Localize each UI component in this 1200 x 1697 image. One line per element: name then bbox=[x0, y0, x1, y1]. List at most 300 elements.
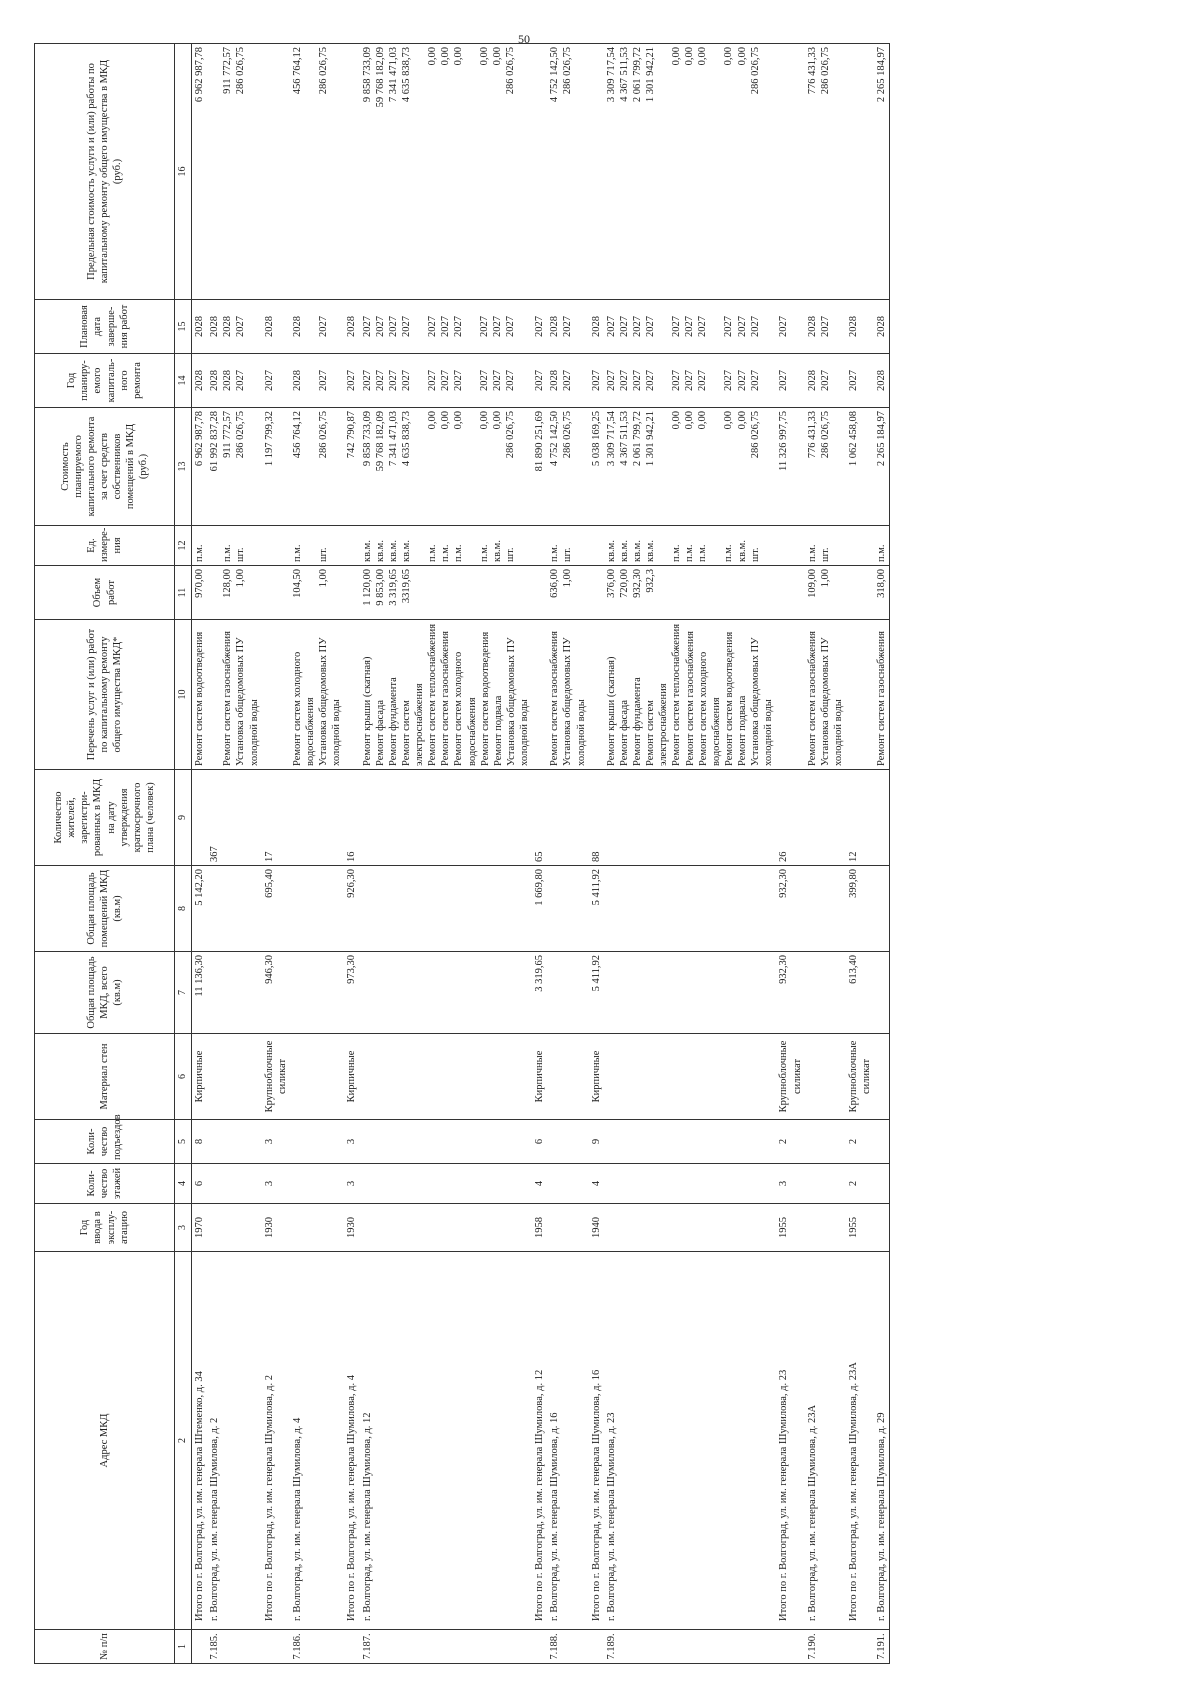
cell-floors bbox=[360, 1164, 533, 1204]
cell-line: Ремонт систем водоотведения bbox=[723, 631, 735, 766]
cell-line: 1 062 458,08 bbox=[848, 411, 859, 467]
cell-line: 0,00 bbox=[492, 47, 504, 66]
cell-vol bbox=[532, 566, 547, 620]
cell-line: 286 026,75 bbox=[505, 47, 517, 95]
cell-line: 286 026,75 bbox=[819, 47, 831, 95]
cell-people: 17 bbox=[262, 770, 290, 866]
cell-num bbox=[589, 1630, 604, 1664]
cell-line: 11 326 997,75 bbox=[778, 411, 790, 471]
cell-ydone bbox=[290, 300, 345, 354]
cell-walls: Кирпичные bbox=[344, 1034, 359, 1120]
cell-people: 367 bbox=[207, 770, 262, 866]
cell-ydone bbox=[262, 300, 290, 354]
cell-line: п.м. bbox=[440, 544, 451, 562]
cell-line: 2027 bbox=[632, 370, 643, 391]
cell-num: 7.190. bbox=[805, 1630, 846, 1664]
cell-people bbox=[360, 770, 533, 866]
cell-vol bbox=[262, 566, 290, 620]
cell-line: п.м. bbox=[684, 544, 696, 562]
cell-ydone bbox=[532, 300, 547, 354]
cell-unit bbox=[290, 526, 345, 566]
cell-line: 2027 bbox=[684, 370, 696, 391]
cell-area bbox=[207, 952, 262, 1034]
cell-unit bbox=[207, 526, 262, 566]
cell-area: 932,30 bbox=[776, 952, 804, 1034]
cell-line: 2028 bbox=[194, 316, 205, 337]
cell-year: 1955 bbox=[776, 1204, 804, 1252]
cell-works bbox=[532, 620, 547, 770]
cell-line: 2027 bbox=[426, 370, 438, 391]
cell-entr: 2 bbox=[846, 1120, 874, 1164]
column-header-6: Материал стен bbox=[35, 1034, 175, 1120]
cell-line: 2027 bbox=[618, 370, 630, 391]
cell-limit bbox=[344, 44, 359, 300]
cell-line: 932,3 bbox=[645, 569, 657, 593]
cell-line: 286 026,75 bbox=[317, 411, 329, 459]
cell-line: 81 890 251,69 bbox=[534, 411, 546, 472]
cell-area_pr: 926,30 bbox=[344, 866, 359, 952]
column-header-15: Плановая дата заверше-ния работ bbox=[35, 300, 175, 354]
cell-line: Ремонт систем газоснабжения bbox=[684, 631, 696, 766]
cell-line: 0,00 bbox=[479, 411, 491, 430]
cell-line: 286 026,75 bbox=[819, 411, 831, 459]
cell-line bbox=[590, 47, 603, 296]
cell-line: 2028 bbox=[263, 316, 275, 337]
cell-limit bbox=[846, 44, 874, 300]
cell-yplan bbox=[846, 354, 874, 408]
cell-line: Установка общедомовых ПУ холодной воды bbox=[562, 637, 587, 766]
cell-line: 2 265 184,97 bbox=[876, 411, 888, 467]
cell-line: 4 367 511,53 bbox=[618, 411, 630, 466]
cell-line: Ремонт систем газоснабжения bbox=[876, 631, 888, 766]
cell-yplan bbox=[532, 354, 547, 408]
cell-line: 0,00 bbox=[736, 47, 748, 66]
cell-line: Установка общедомовых ПУ холодной воды bbox=[819, 637, 844, 766]
cell-line: шт. bbox=[317, 547, 329, 562]
column-number-16: 16 bbox=[175, 44, 192, 300]
cell-area bbox=[805, 952, 846, 1034]
cell-num bbox=[192, 1630, 208, 1664]
cell-walls: Кирпичные bbox=[192, 1034, 208, 1120]
cell-cost bbox=[192, 408, 208, 526]
cell-vol bbox=[344, 566, 359, 620]
cell-yplan bbox=[360, 354, 533, 408]
column-header-12: Ед. измере-ния bbox=[35, 526, 175, 566]
cell-line: 776 431,33 bbox=[806, 411, 818, 459]
cell-line bbox=[847, 569, 860, 616]
cell-line: 932,30 bbox=[632, 569, 643, 598]
cell-addr: г. Волгоград, ул. им. генерала Шумилова, д. 16 bbox=[547, 1252, 588, 1630]
column-number-5: 5 bbox=[175, 1120, 192, 1164]
cell-floors: 3 bbox=[344, 1164, 359, 1204]
cell-line: кв.м. bbox=[492, 540, 504, 562]
cell-area_pr bbox=[805, 866, 846, 952]
cell-entr: 6 bbox=[532, 1120, 547, 1164]
cell-line: 3 319,65 bbox=[387, 569, 399, 606]
table-body bbox=[192, 44, 890, 1664]
cell-line: Ремонт систем газоснабжения bbox=[549, 631, 561, 766]
table-row bbox=[604, 44, 777, 1664]
cell-line: 2027 bbox=[492, 316, 504, 337]
cell-area_pr bbox=[290, 866, 345, 952]
cell-line: 2027 bbox=[645, 370, 657, 391]
column-number-3: 3 bbox=[175, 1204, 192, 1252]
cell-line: п.м. bbox=[426, 544, 438, 562]
header-number-row bbox=[175, 44, 192, 1664]
cell-vol bbox=[290, 566, 345, 620]
cell-line: 2028 bbox=[209, 316, 221, 337]
cell-line bbox=[533, 47, 546, 296]
cell-ydone bbox=[874, 300, 890, 354]
cell-line bbox=[478, 569, 491, 616]
cell-line bbox=[533, 569, 546, 616]
cell-line bbox=[749, 569, 775, 616]
cell-line: 2027 bbox=[749, 316, 761, 337]
cell-area_pr bbox=[207, 866, 262, 952]
cell-yplan bbox=[192, 354, 208, 408]
column-header-11: Объем работ bbox=[35, 566, 175, 620]
cell-unit bbox=[360, 526, 533, 566]
table-row bbox=[846, 44, 874, 1664]
cell-line: п.м. bbox=[876, 544, 888, 562]
cell-line: 286 026,75 bbox=[235, 411, 247, 459]
cell-line: 2027 bbox=[645, 316, 657, 337]
cell-line: 6 962 987,78 bbox=[194, 411, 205, 467]
cell-line: 2 265 184,97 bbox=[876, 47, 888, 103]
cell-line: 2027 bbox=[562, 370, 574, 391]
table-row bbox=[805, 44, 846, 1664]
column-header-16: Предельная стоимость услуги и (или) работы по капитальному ремонту общего имущества в МКД (руб.) bbox=[35, 44, 175, 300]
cell-line: 2027 bbox=[374, 316, 386, 337]
cell-limit bbox=[360, 44, 533, 300]
cell-line bbox=[722, 569, 735, 616]
cell-line: кв.м. bbox=[361, 540, 373, 562]
cell-unit bbox=[776, 526, 804, 566]
cell-num bbox=[532, 1630, 547, 1664]
cell-line bbox=[777, 529, 790, 562]
cell-entr bbox=[874, 1120, 890, 1164]
cell-line: 6 962 987,78 bbox=[194, 47, 205, 103]
cell-line: кв.м. bbox=[618, 540, 630, 562]
cell-line: 636,00 bbox=[549, 569, 561, 598]
repair-plan-table bbox=[34, 43, 890, 1664]
cell-floors bbox=[874, 1164, 890, 1204]
cell-line: 0,00 bbox=[440, 411, 451, 430]
cell-line: 2027 bbox=[736, 316, 748, 337]
cell-line bbox=[345, 47, 358, 296]
cell-area_pr: 5 142,20 bbox=[192, 866, 208, 952]
cell-year bbox=[604, 1204, 777, 1252]
cell-line: Установка общедомовых ПУ холодной воды bbox=[750, 637, 775, 766]
cell-floors: 3 bbox=[776, 1164, 804, 1204]
cell-ydone bbox=[846, 300, 874, 354]
cell-line: 3 309 717,54 bbox=[605, 47, 617, 103]
cell-line: Ремонт систем холодного водоснабжения bbox=[697, 651, 722, 766]
cell-line: 2027 bbox=[562, 316, 574, 337]
cell-line: 4 367 511,53 bbox=[618, 47, 630, 102]
cell-line: Ремонт подвала bbox=[492, 695, 504, 766]
cell-line: 911 772,57 bbox=[222, 411, 234, 458]
cell-line: 720,00 bbox=[618, 569, 630, 598]
cell-line: 7 341 471,03 bbox=[387, 47, 399, 103]
cell-line: 0,00 bbox=[736, 411, 748, 430]
cell-line: 2027 bbox=[671, 316, 683, 337]
cell-walls bbox=[874, 1034, 890, 1120]
cell-entr bbox=[360, 1120, 533, 1164]
cell-line bbox=[847, 529, 860, 562]
cell-works bbox=[874, 620, 890, 770]
cell-line: 2028 bbox=[194, 370, 205, 391]
cell-line: 456 764,12 bbox=[291, 411, 303, 459]
cell-line: 1,00 bbox=[235, 569, 247, 588]
column-number-1: 1 bbox=[175, 1630, 192, 1664]
cell-line: 9 858 733,09 bbox=[361, 47, 373, 103]
cell-floors bbox=[604, 1164, 777, 1204]
column-header-14: Год планиру-емого капиталь-ного ремонта bbox=[35, 354, 175, 408]
cell-num: 7.191. bbox=[874, 1630, 890, 1664]
cell-line: 2027 bbox=[505, 370, 517, 391]
cell-line: 4 635 838,73 bbox=[400, 47, 412, 103]
cell-works bbox=[207, 620, 262, 770]
cell-cost bbox=[846, 408, 874, 526]
cell-line: 2027 bbox=[778, 316, 790, 337]
cell-yplan bbox=[262, 354, 290, 408]
cell-yplan bbox=[776, 354, 804, 408]
cell-line: 1 301 942,21 bbox=[645, 411, 657, 467]
cell-limit bbox=[262, 44, 290, 300]
cell-addr: Итого по г. Волгоград, ул. им. генерала Штеменко, д. 34 bbox=[192, 1252, 208, 1630]
cell-area_pr: 695,40 bbox=[262, 866, 290, 952]
column-header-10: Перечень услуг и (или) работ по капитальному ремонту общего имущества МКД* bbox=[35, 620, 175, 770]
cell-line: Ремонт систем водоотведения bbox=[194, 631, 205, 766]
cell-line bbox=[777, 47, 790, 296]
cell-area bbox=[547, 952, 588, 1034]
cell-line: Ремонт систем газоснабжения bbox=[222, 631, 234, 766]
cell-line: 0,00 bbox=[671, 411, 683, 430]
cell-line: 2027 bbox=[387, 370, 399, 391]
table-row bbox=[344, 44, 359, 1664]
cell-area bbox=[874, 952, 890, 1034]
cell-floors: 4 bbox=[589, 1164, 604, 1204]
cell-line: Ремонт систем теплоснабжения bbox=[427, 623, 439, 766]
cell-floors bbox=[207, 1164, 262, 1204]
cell-entr: 9 bbox=[589, 1120, 604, 1164]
cell-line: 2027 bbox=[534, 370, 546, 391]
cell-line: 109,00 bbox=[806, 569, 818, 598]
cell-line: 286 026,75 bbox=[749, 47, 761, 95]
cell-line: Ремонт систем водоотведения bbox=[479, 631, 491, 766]
cell-line: 0,00 bbox=[697, 411, 709, 430]
cell-walls: Крупноблочные силикат bbox=[846, 1034, 874, 1120]
cell-line: 2027 bbox=[749, 370, 761, 391]
cell-walls bbox=[207, 1034, 262, 1120]
cell-area: 946,30 bbox=[262, 952, 290, 1034]
cell-walls bbox=[547, 1034, 588, 1120]
cell-people: 88 bbox=[589, 770, 604, 866]
cell-line: п.м. bbox=[671, 544, 683, 562]
cell-cost bbox=[776, 408, 804, 526]
cell-unit bbox=[846, 526, 874, 566]
cell-limit bbox=[532, 44, 547, 300]
cell-line: 2027 bbox=[235, 316, 247, 337]
cell-line: п.м. bbox=[194, 544, 205, 562]
table-row bbox=[532, 44, 547, 1664]
cell-walls bbox=[604, 1034, 777, 1120]
cell-line: 2027 bbox=[605, 316, 617, 337]
cell-people: 16 bbox=[344, 770, 359, 866]
cell-cost bbox=[805, 408, 846, 526]
cell-line: 2028 bbox=[346, 316, 358, 337]
cell-line: 0,00 bbox=[723, 47, 735, 66]
cell-line: 2028 bbox=[222, 316, 234, 337]
cell-line: 911 772,57 bbox=[222, 47, 234, 94]
cell-line: кв.м. bbox=[736, 540, 748, 562]
cell-line: 286 026,75 bbox=[749, 411, 761, 459]
cell-line: 2028 bbox=[806, 370, 818, 391]
table-row bbox=[547, 44, 588, 1664]
cell-ydone bbox=[604, 300, 777, 354]
cell-year bbox=[290, 1204, 345, 1252]
cell-num: 7.187. bbox=[360, 1630, 533, 1664]
cell-line: 1 120,00 bbox=[361, 569, 373, 606]
cell-line: п.м. bbox=[479, 544, 491, 562]
cell-year bbox=[547, 1204, 588, 1252]
cell-line bbox=[208, 623, 221, 766]
cell-line bbox=[208, 569, 221, 616]
cell-num: 7.186. bbox=[290, 1630, 345, 1664]
cell-yplan bbox=[805, 354, 846, 408]
cell-works bbox=[604, 620, 777, 770]
cell-addr: г. Волгоград, ул. им. генерала Шумилова, д. 12 bbox=[360, 1252, 533, 1630]
column-number-2: 2 bbox=[175, 1252, 192, 1630]
cell-area: 613,40 bbox=[846, 952, 874, 1034]
column-number-4: 4 bbox=[175, 1164, 192, 1204]
cell-unit bbox=[262, 526, 290, 566]
cell-line: Установка общедомовых ПУ холодной воды bbox=[318, 637, 343, 766]
cell-floors: 4 bbox=[532, 1164, 547, 1204]
cell-line: 2027 bbox=[361, 370, 373, 391]
cell-line: 2027 bbox=[263, 370, 275, 391]
cell-limit bbox=[874, 44, 890, 300]
column-number-7: 7 bbox=[175, 952, 192, 1034]
column-header-13: Стоимость планируемого капитального ремонта за счет средств собственников помещений в МКД (руб.) bbox=[35, 408, 175, 526]
table-row bbox=[262, 44, 290, 1664]
cell-year: 1930 bbox=[344, 1204, 359, 1252]
cell-line: 2027 bbox=[479, 316, 491, 337]
cell-line: Ремонт фундамента bbox=[387, 677, 399, 766]
cell-walls: Кирпичные bbox=[532, 1034, 547, 1120]
cell-unit bbox=[547, 526, 588, 566]
cell-line: 0,00 bbox=[684, 47, 696, 66]
cell-addr: Итого по г. Волгоград, ул. им. генерала Шумилова, д. 23А bbox=[846, 1252, 874, 1630]
table-stage bbox=[34, 44, 1174, 1664]
cell-line: 2027 bbox=[618, 316, 630, 337]
cell-entr bbox=[604, 1120, 777, 1164]
column-number-15: 15 bbox=[175, 300, 192, 354]
cell-people bbox=[805, 770, 846, 866]
cell-line: 2027 bbox=[778, 370, 790, 391]
cell-addr: г. Волгоград, ул. им. генерала Шумилова, д. 29 bbox=[874, 1252, 890, 1630]
table-row bbox=[776, 44, 804, 1664]
cell-area: 973,30 bbox=[344, 952, 359, 1034]
cell-line: Ремонт фасада bbox=[374, 699, 386, 766]
cell-line: Ремонт систем холодного водоснабжения bbox=[291, 651, 316, 766]
cell-line: п.м. bbox=[697, 544, 709, 562]
cell-people bbox=[874, 770, 890, 866]
cell-line: 286 026,75 bbox=[317, 47, 329, 95]
cell-line bbox=[263, 569, 276, 616]
cell-works bbox=[547, 620, 588, 770]
cell-line bbox=[345, 569, 358, 616]
rotated-sheet bbox=[34, 44, 1174, 1664]
cell-line: Ремонт систем электроснабжения bbox=[645, 683, 670, 766]
cell-line: 2028 bbox=[291, 316, 303, 337]
cell-cost bbox=[547, 408, 588, 526]
cell-line: Ремонт крыши (скатная) bbox=[361, 656, 373, 766]
cell-area: 3 319,65 bbox=[532, 952, 547, 1034]
cell-num bbox=[776, 1630, 804, 1664]
cell-unit bbox=[344, 526, 359, 566]
cell-entr: 3 bbox=[344, 1120, 359, 1164]
cell-line: 2027 bbox=[453, 370, 465, 391]
cell-yplan bbox=[589, 354, 604, 408]
cell-limit bbox=[290, 44, 345, 300]
cell-entr: 8 bbox=[192, 1120, 208, 1164]
cell-area: 5 411,92 bbox=[589, 952, 604, 1034]
cell-line: 0,00 bbox=[723, 411, 735, 430]
column-header-9: Количество жителей, зарегистри-рованных в МКД на дату утверждения краткосрочного плана (человек) bbox=[35, 770, 175, 866]
column-number-9: 9 bbox=[175, 770, 192, 866]
cell-line: 2 061 799,72 bbox=[632, 47, 643, 103]
column-number-6: 6 bbox=[175, 1034, 192, 1120]
cell-yplan bbox=[207, 354, 262, 408]
cell-line: 2027 bbox=[505, 316, 517, 337]
column-header-2: Адрес МКД bbox=[35, 1252, 175, 1630]
cell-ydone bbox=[805, 300, 846, 354]
cell-num: 7.189. bbox=[604, 1630, 777, 1664]
cell-line: 1,00 bbox=[317, 569, 329, 588]
cell-line: кв.м. bbox=[374, 540, 386, 562]
cell-line: п.м. bbox=[549, 544, 561, 562]
cell-vol bbox=[547, 566, 588, 620]
cell-line: 2027 bbox=[346, 370, 358, 391]
table-header bbox=[35, 44, 192, 1664]
cell-line: кв.м. bbox=[387, 540, 399, 562]
table-row bbox=[874, 44, 890, 1664]
column-number-11: 11 bbox=[175, 566, 192, 620]
cell-num bbox=[344, 1630, 359, 1664]
cell-unit bbox=[874, 526, 890, 566]
cell-unit bbox=[604, 526, 777, 566]
cell-line: 2028 bbox=[291, 370, 303, 391]
cell-year: 1930 bbox=[262, 1204, 290, 1252]
cell-walls: Крупноблочные силикат bbox=[776, 1034, 804, 1120]
cell-line: 2027 bbox=[819, 370, 831, 391]
cell-walls bbox=[805, 1034, 846, 1120]
cell-line: 2027 bbox=[440, 370, 451, 391]
cell-line: п.м. bbox=[222, 544, 234, 562]
cell-vol bbox=[805, 566, 846, 620]
table-row bbox=[207, 44, 262, 1664]
cell-line: п.м. bbox=[723, 544, 735, 562]
cell-line: 2027 bbox=[235, 370, 247, 391]
cell-line: 0,00 bbox=[426, 47, 438, 66]
cell-line: 1 197 799,32 bbox=[263, 411, 275, 467]
cell-line: 376,00 bbox=[605, 569, 617, 598]
cell-floors: 2 bbox=[846, 1164, 874, 1204]
cell-people: 26 bbox=[776, 770, 804, 866]
cell-num bbox=[262, 1630, 290, 1664]
